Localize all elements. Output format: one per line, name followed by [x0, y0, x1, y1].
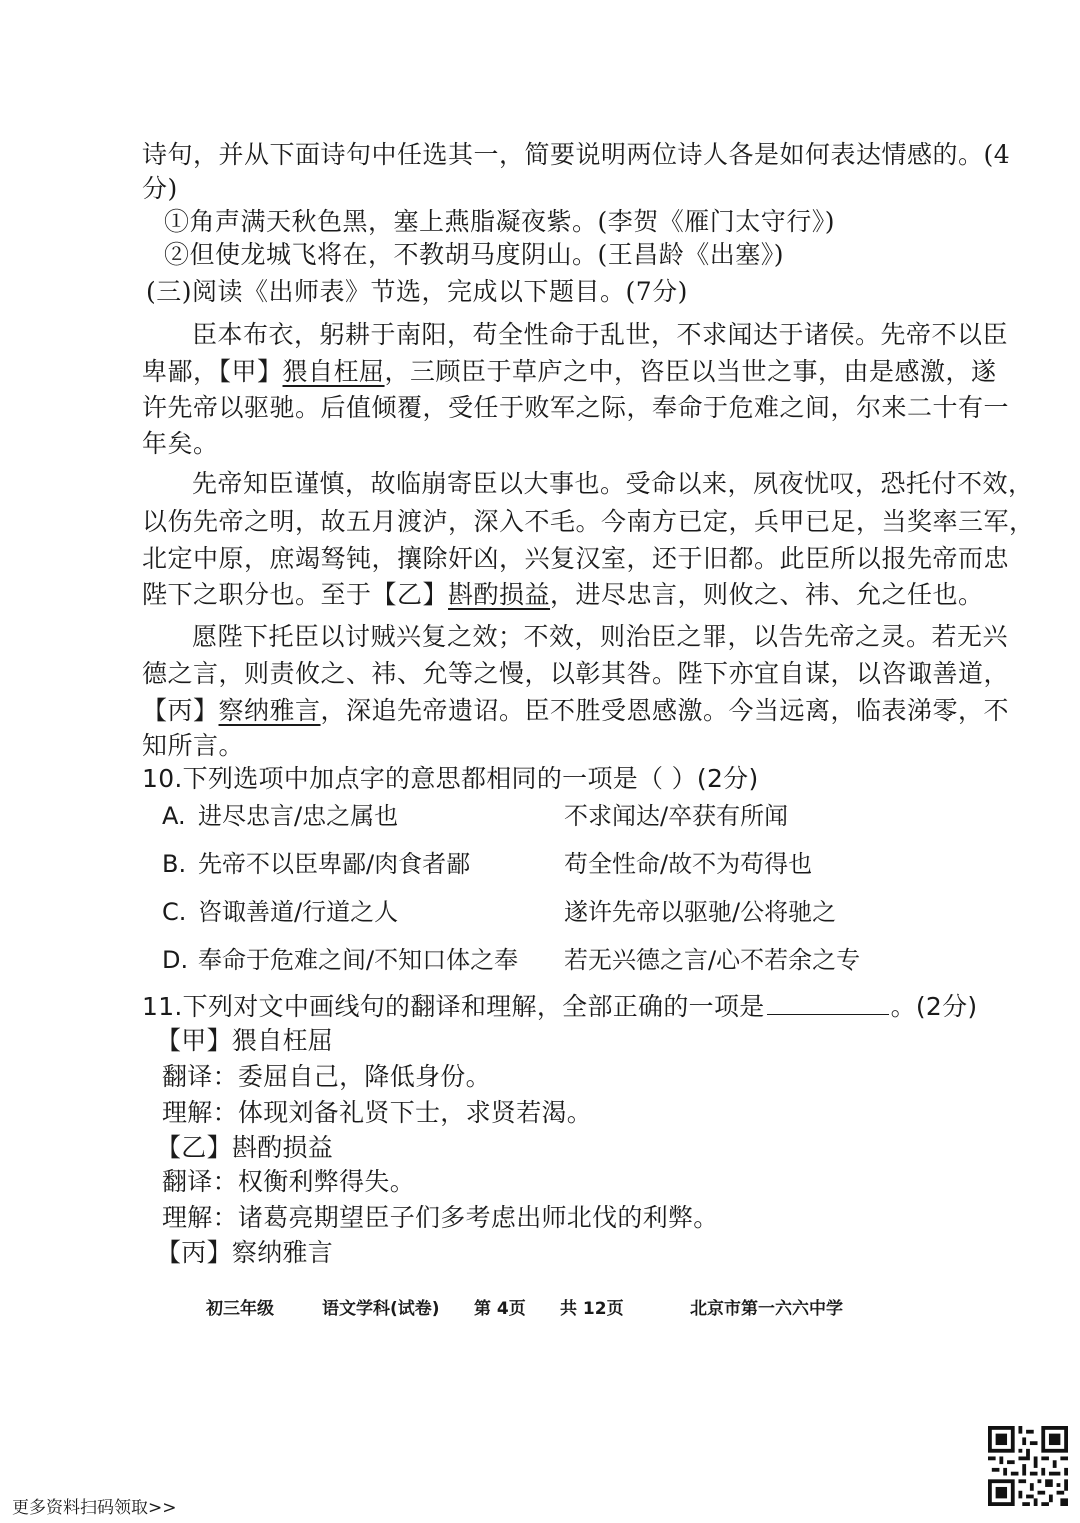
passage-p3-line-4: 知所言。 [142, 731, 245, 760]
q10-option-c-label: C. [162, 898, 187, 926]
footer-page: 第 4页 [474, 1299, 526, 1319]
q10-option-a-right: 不求闻达/卒获有所闻 [564, 802, 789, 830]
q10-option-a-label: A. [162, 802, 186, 830]
q11-yi-translation: 翻译：权衡利弊得失。 [162, 1167, 416, 1196]
passage-text: ，深追先帝遗诏。臣不胜受恩感激。今当远离，临表涕零，不 [320, 696, 1010, 725]
q11-yi-understanding: 理解：诸葛亮期望臣子们多考虑出师北伐的利弊。 [162, 1203, 719, 1232]
q11-jia-heading: 【甲】猥自枉屈 [156, 1026, 334, 1055]
passage-text: 陛下之职分也。至于【乙】 [142, 580, 449, 609]
q10-option-b-right: 苟全性命/故不为苟得也 [564, 850, 813, 878]
footer-subject: 语文学科(试卷) [322, 1299, 440, 1319]
q11-stem [142, 990, 977, 1024]
passage-text: 【丙】 [142, 696, 219, 725]
footer-school: 北京市第一六六中学 [690, 1299, 843, 1319]
passage-text: ，三顾臣于草庐之中，咨臣以当世之事，由是感激，遂 [384, 357, 997, 386]
passage-p2-line-4 [142, 578, 984, 612]
q10-option-b-label: B. [162, 850, 187, 878]
passage-p3-line-3 [142, 694, 1009, 728]
passage-p2-line-2: 以伤先帝之明，故五月渡泸，深入不毛。今南方已定，兵甲已足，当奖率三军， [142, 507, 1035, 536]
underlined-phrase-yi: 斟酌损益 [448, 580, 551, 609]
underlined-phrase-bing: 察纳雅言 [218, 696, 321, 725]
passage-p1-line-1: 臣本布衣，躬耕于南阳，苟全性命于乱世，不求闻达于诸侯。先帝不以臣 [192, 320, 1009, 349]
q10-option-a-left: 进尽忠言/忠之属也 [198, 802, 399, 830]
q11-jia-translation: 翻译：委屈自己，降低身份。 [162, 1062, 491, 1091]
poem-option-1: ①角声满天秋色黑，塞上燕脂凝夜紫。(李贺《雁门太守行》) [164, 207, 836, 236]
bottom-note: 更多资料扫码领取>> [12, 1498, 177, 1518]
passage-p1-line-3: 许先帝以驱驰。后值倾覆，受任于败军之际，奉命于危难之间，尔来二十有一 [142, 393, 1010, 422]
footer-total: 共 12页 [560, 1299, 624, 1319]
footer-grade: 初三年级 [206, 1299, 274, 1319]
poem-option-2: ②但使龙城飞将在，不教胡马度阴山。(王昌龄《出塞》) [164, 240, 785, 269]
passage-p1-line-4: 年矣。 [142, 429, 219, 458]
passage-p2-line-3: 北定中原，庶竭驽钝，攘除奸凶，兴复汉室，还于旧都。此臣所以报先帝而忠 [142, 544, 1010, 573]
passage-p2-line-1: 先帝知臣谨慎，故临崩寄臣以大事也。受命以来，夙夜忧叹，恐托付不效， [192, 469, 1034, 498]
q11-jia-understanding: 理解：体现刘备礼贤下士，求贤若渴。 [162, 1098, 593, 1127]
q9-line-2: 分) [142, 174, 178, 203]
q11-yi-heading: 【乙】斟酌损益 [156, 1133, 334, 1162]
q10-stem: 10.下列选项中加点字的意思都相同的一项是（ ）(2分) [142, 764, 759, 793]
q10-option-c-left: 咨诹善道/行道之人 [198, 898, 399, 926]
q10-option-d-right: 若无兴德之言/心不若余之专 [564, 946, 861, 974]
q10-option-c-right: 遂许先帝以驱驰/公将驰之 [564, 898, 837, 926]
q11-bing-heading: 【丙】察纳雅言 [156, 1238, 334, 1267]
q9-line-1: 诗句，并从下面诗句中任选其一，简要说明两位诗人各是如何表达情感的。(4 [142, 140, 1011, 169]
passage-p1-line-2 [142, 355, 997, 389]
q10-option-d-label: D. [162, 946, 189, 974]
underlined-phrase-jia: 猥自枉屈 [282, 357, 385, 386]
passage-p3-line-2: 德之言，则责攸之、祎、允等之慢，以彰其咎。陛下亦宜自谋，以咨诹善道， [142, 659, 1010, 688]
passage-text: ，进尽忠言，则攸之、祎、允之任也。 [550, 580, 984, 609]
section-heading: (三)阅读《出师表》节选，完成以下题目。(7分) [146, 277, 688, 306]
answer-blank[interactable] [767, 990, 889, 1015]
passage-text: 卑鄙，【甲】 [142, 357, 283, 386]
qr-code-icon[interactable] [988, 1426, 1068, 1506]
q10-option-d-left: 奉命于危难之间/不知口体之奉 [198, 946, 519, 974]
q10-option-b-left: 先帝不以臣卑鄙/肉食者鄙 [198, 850, 471, 878]
q11-stem-text: 11.下列对文中画线句的翻译和理解，全部正确的一项是 [142, 992, 765, 1021]
passage-p3-line-1: 愿陛下托臣以讨贼兴复之效；不效，则治臣之罪，以告先帝之灵。若无兴 [192, 622, 1009, 651]
q11-stem-score: 。(2分) [890, 992, 978, 1021]
